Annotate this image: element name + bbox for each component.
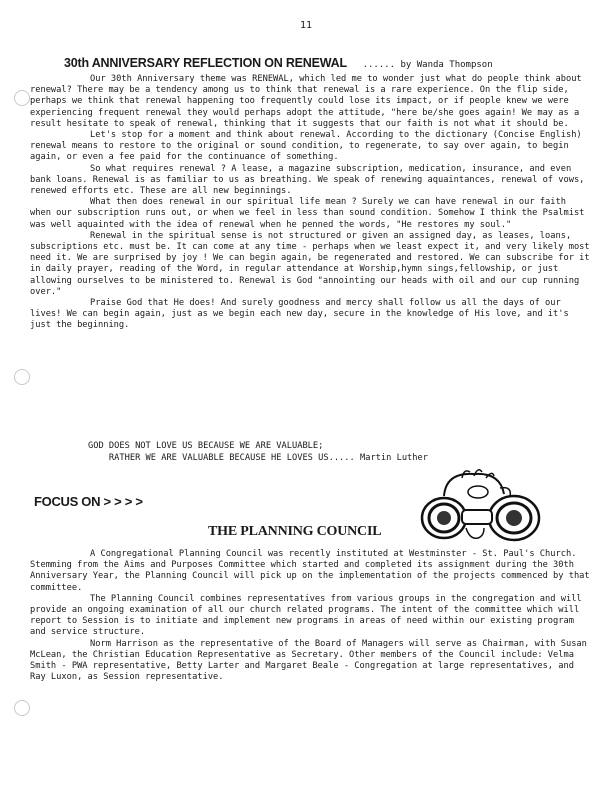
paragraph: Norm Harrison as the representative of the Board of Managers will serve as Chairman, with Susan McLean, the Christian Education Representative as Secretary. Other members of the Council include: Velma Smith - PWA representative, Betty Larter and Margaret Beale - Congregation at large representatives, and Ray Luxon, as Session representative. [30,638,587,683]
paragraph: So what requires renewal ? A lease, a magazine subscription, medication, insurance, and even bank loans. Renewal is as familiar to us as breathing. We speak of renewing aquaintances, renewal of vows, renewed efforts etc. These are all new beginnings. [30,163,585,197]
section-title: THE PLANNING COUNCIL [208,524,382,539]
paragraph: Praise God that He does! And surely goodness and mercy shall follow us all the days of our lives! We can begin again, just as we begin each new day, secure in the knowledge of His love, and it's just the beginning. [30,298,569,331]
paragraph: What then does renewal in our spiritual life mean ? Surely we can have renewal in our faith when our subscription runs out, or when we feel in less than sound condition. Somehow I think the Psalmist was well aquainted with the idea of renewal when he penned the words, "He restores my soul." [30,197,585,230]
page-number: 11 [299,20,313,31]
paragraph: Let's stop for a moment and think about renewal. According to the dictionary (Concise English) renewal means to restore to the original or sound condition, to regenerate, to say over again, to begin again, or even a fee paid for the continuance of something. [30,130,582,163]
article-title: 30th ANNIVERSARY REFLECTION ON RENEWAL [64,56,347,70]
article-headline [64,52,584,71]
article-byline: ...... by Wanda Thompson [362,60,493,70]
binoculars-cartoon-icon [404,466,564,546]
paragraph: Our 30th Anniversary theme was RENEWAL, which led me to wonder just what do people think about renewal? There may be a tendency among us to think that renewal is a rare experience. On the flip side, perhaps we think that renewal happening too frequently could lose its impact, or if people knew we were experiencing frequent renewal they would perhaps adopt the attitude, "here be/she goes again! We may as a result hesitate to speak of renewal, thinking that it suggests that our faith is not what it should be. [30,74,582,129]
punch-hole-icon [14,369,30,385]
paragraph: The Planning Council combines representatives from various groups in the congregation and will provide an ongoing examination of all our church related programs. The intent of the committee which will report to Session is to initiate and implement new programs in areas of need within our existing program and service structure. [30,593,582,638]
article-body [30,74,590,332]
focus-on-label: FOCUS ON > > > > [34,494,143,509]
luther-quote [88,440,588,464]
quote-line: GOD DOES NOT LOVE US BECAUSE WE ARE VALUABLE; [88,441,324,451]
punch-hole-icon [14,90,30,106]
council-body [30,549,590,683]
punch-hole-icon [14,700,30,716]
quote-line: RATHER WE ARE VALUABLE BECAUSE HE LOVES US..... Martin Luther [108,453,428,463]
paragraph: A Congregational Planning Council was recently instituted at Westminster - St. Paul's Church. Stemming from the Aims and Purposes Committee which started and completed its assignment during the 30th Anniversary Year, the Planning Council will pick up on the implementation of the projects commenced by that committee. [30,549,590,593]
paragraph: Renewal in the spiritual sense is not structured or given an assigned day, as leases, loans, subscriptions etc. must be. It can come at any time - perhaps when we least expect it, and very likely most need it. We are surprised by joy ! We can begin again, be regenerated and restored. We can subscribe for it in daily prayer, reading of the Word, in regular attendance at Worship,hymn sings,fellowship, or just allowing ourselves to be ministered to. Renewal is God "annointing our heads with oil and our cup running over." [30,230,590,297]
